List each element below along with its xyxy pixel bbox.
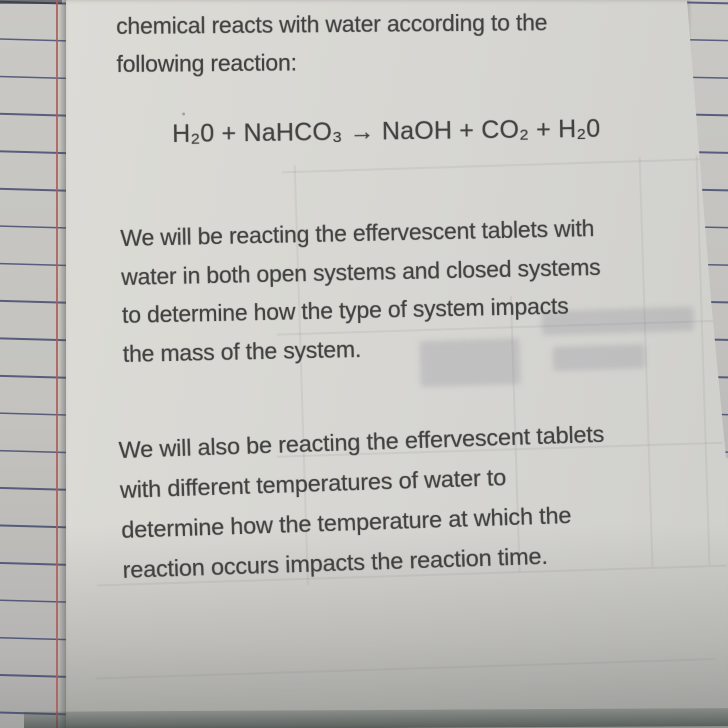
- paragraph-line: the mass of the system.: [122, 335, 362, 367]
- paper-edge-shadow: [59, 0, 66, 728]
- reaction-equation: H₂0 + NaHCO₃ → NaOH + CO₂ + H₂0: [172, 114, 601, 148]
- intro-text: [116, 3, 548, 83]
- paragraph-line: reaction occurs impacts the reaction time.: [122, 542, 549, 583]
- paragraph-line: We will also be reacting the effervescent tablets: [118, 420, 605, 463]
- paragraph-open-closed-systems: [120, 209, 602, 373]
- paragraph-line: to determine how the type of system impacts: [121, 292, 569, 328]
- paragraph-line: We will be reacting the effervescent tablets with: [120, 215, 595, 251]
- notebook-top-edge: [0, 0, 62, 4]
- margin-line: [56, 0, 58, 728]
- paper-speck: [182, 112, 185, 115]
- intro-line: chemical reacts with water according to the: [116, 9, 548, 39]
- paragraph-temperature: [118, 414, 609, 590]
- paragraph-line: with different temperatures of water to: [119, 464, 507, 503]
- paragraph-line: determine how the temperature at which the: [120, 502, 572, 543]
- showthrough-line: [96, 658, 716, 679]
- paragraph-line: water in both open systems and closed systems: [120, 253, 601, 290]
- notebook-paper-left: [0, 0, 66, 728]
- bottom-edge-shadow: [24, 708, 728, 728]
- worksheet-paper: [60, 0, 728, 728]
- showthrough-line: [282, 158, 712, 173]
- intro-line: following reaction:: [116, 49, 297, 77]
